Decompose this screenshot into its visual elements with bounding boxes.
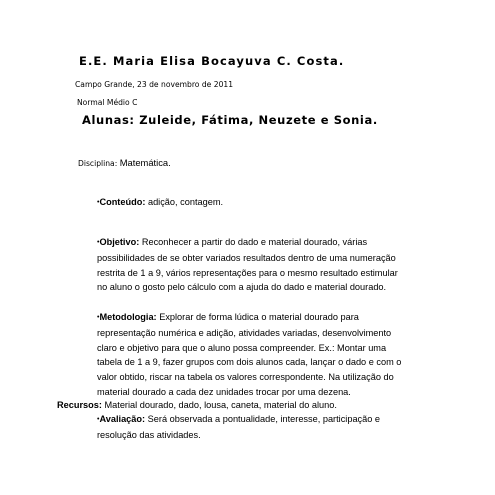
- avaliacao-line: Será observada a pontualidade, interesse, participação e: [147, 414, 381, 424]
- avaliacao-label: Avaliação:: [99, 414, 146, 424]
- objetivo-label: Objetivo:: [99, 237, 140, 247]
- conteudo-label: Conteúdo:: [99, 197, 146, 207]
- section-conteudo: [97, 195, 417, 211]
- course-name: Normal Médio C: [77, 98, 138, 107]
- objetivo-line: Reconhecer a partir do dado e material dourado, várias: [141, 237, 368, 247]
- discipline-value: Matemática.: [119, 157, 171, 168]
- conteudo-text: adição, contagem.: [147, 197, 224, 207]
- section-metodologia: [97, 310, 417, 400]
- students-line: Alunas: Zuleide, Fátima, Neuzete e Sonia.: [82, 113, 378, 127]
- metodologia-line: material dourado a cada dez unidades trocar por uma dezena.: [97, 386, 351, 397]
- section-objetivo: [97, 235, 417, 295]
- document-date: Campo Grande, 23 de novembro de 2011: [75, 80, 234, 89]
- bullet-icon: •: [97, 239, 100, 246]
- avaliacao-line: resolução das atividades.: [97, 429, 201, 440]
- objetivo-line: no aluno o gosto pelo cálculo com a ajuda do dado e material dourado.: [97, 282, 387, 293]
- discipline-line: [78, 157, 171, 168]
- metodologia-line: representação numérica e adição, atividades variadas, desenvolvimento: [97, 327, 392, 338]
- bullet-icon: •: [97, 416, 100, 423]
- section-recursos: [57, 398, 337, 413]
- metodologia-line: tabela de 1 a 9, fazer grupos com dois alunos cada, lançar o dado e com o: [97, 357, 402, 368]
- metodologia-line: claro e objetivo para que o aluno possa compreender. Ex.: Montar uma: [97, 342, 387, 353]
- section-avaliacao: [97, 412, 417, 443]
- objetivo-line: possibilidades de se obter variados resultados dentro de uma numeração: [97, 252, 396, 263]
- school-name: E.E. Maria Elisa Bocayuva C. Costa.: [79, 54, 345, 68]
- recursos-label: Recursos:: [57, 400, 102, 410]
- metodologia-label: Metodologia:: [99, 312, 157, 322]
- discipline-label: Disciplina:: [78, 159, 118, 168]
- metodologia-line: Explorar de forma lúdica o material dourado para: [159, 312, 359, 322]
- metodologia-line: valor obtido, riscar na tabela os valores correspondente. Na utilização do: [97, 372, 394, 383]
- bullet-icon: •: [97, 199, 100, 206]
- objetivo-line: restrita de 1 a 9, vários representações para o mesmo resultado estimular: [97, 267, 398, 278]
- bullet-icon: •: [97, 314, 100, 321]
- recursos-text: Material dourado, dado, lousa, caneta, material do aluno.: [104, 400, 337, 410]
